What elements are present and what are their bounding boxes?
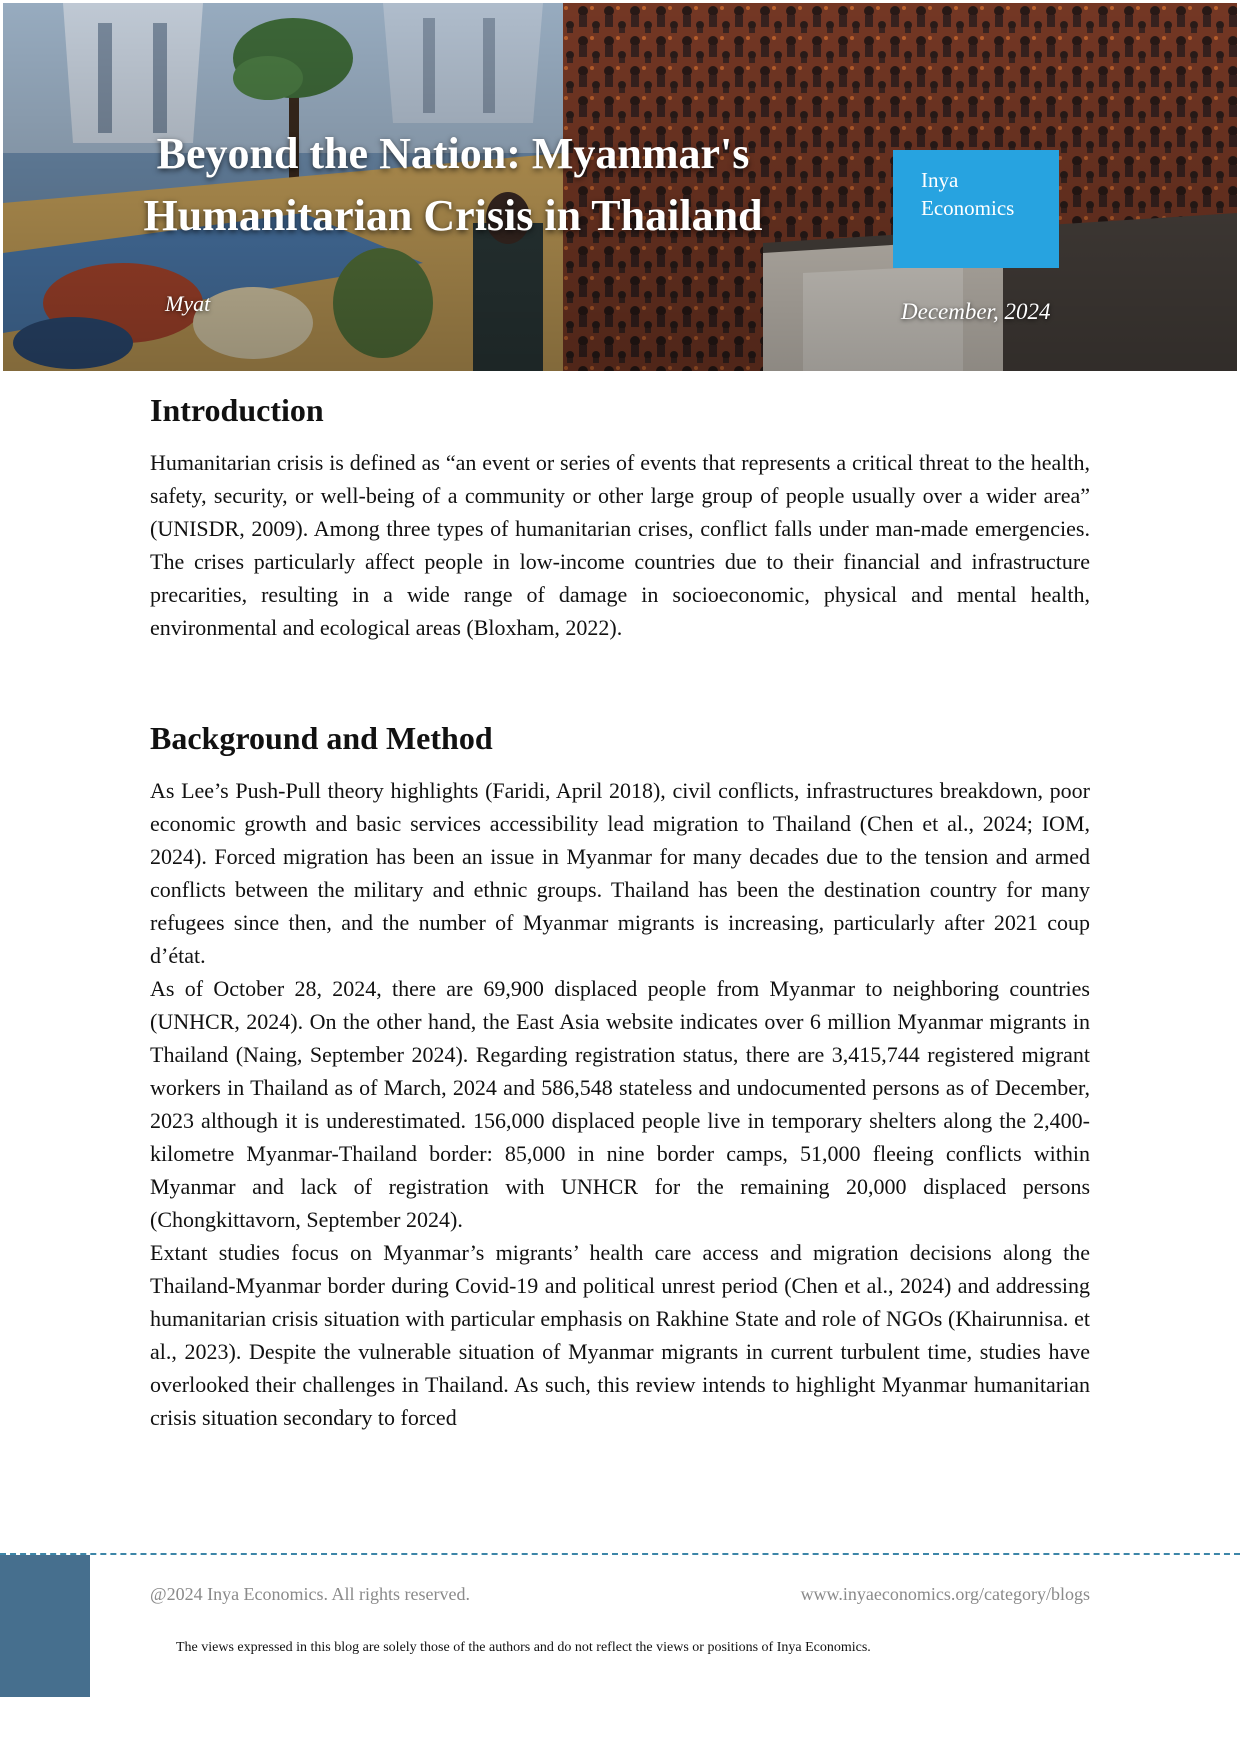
background-paragraph-2: As of October 28, 2024, there are 69,900 displaced people from Myanmar to neighboring countries (UNHCR, 2024). On the other hand, the East Asia website indicates over 6 million Myanmar migrants in Thailand (Naing, September 2024). Regarding registration status, there are 3,415,744 registered migrant workers in Thailand as of March, 2024 and 586,548 stateless and undocumented persons as of December, 2023 although it is underestimated. 156,000 displaced people live in temporary shelters along the 2,400-kilometre Myanmar-Thailand border: 85,000 in nine border camps, 51,000 fleeing conflicts within Myanmar and lack of registration with UNHCR for the remaining 20,000 displaced persons (Chongkittavorn, September 2024).	[150, 976, 1090, 1232]
disclaimer-text: The views expressed in this blog are solely those of the authors and do not reflect the views or positions of Inya Economics.	[176, 1640, 871, 1655]
brand-logo-box	[893, 150, 1059, 268]
background-paragraph-1: As Lee’s Push-Pull theory highlights (Faridi, April 2018), civil conflicts, infrastructures breakdown, poor economic growth and basic services accessibility lead migration to Thailand (Chen et al., 2024; IOM, 2024). Forced migration has been an issue in Myanmar for many decades due to the tension and armed conflicts between the military and ethnic groups. Thailand has been the destination country for many refugees since then, and the number of Myanmar migrants is increasing, particularly after 2021 coup d’état.	[150, 778, 1090, 968]
article-title	[103, 123, 803, 247]
author-name: Myat	[165, 291, 211, 316]
brand-name-line-2: Economics	[921, 196, 1015, 220]
publication-date: December, 2024	[901, 299, 1051, 324]
introduction-heading: Introduction	[150, 392, 324, 428]
introduction-paragraph: Humanitarian crisis is defined as “an event or series of events that represents a critical threat to the health, safety, security, or well-being of a community or other large group of people usually over a wider area” (UNISDR, 2009). Among three types of humanitarian crises, conflict falls under man-made emergencies. The crises particularly affect people in low-income countries due to their financial and infrastructure precarities, resulting in a wide range of damage in socioeconomic, physical and mental health, environmental and ecological areas (Bloxham, 2022).	[150, 450, 1090, 640]
background-section	[150, 716, 1090, 1434]
introduction-section	[150, 388, 1090, 644]
background-heading: Background and Method	[150, 720, 493, 756]
footer-accent-block	[0, 1555, 90, 1697]
article-title-line-1: Beyond the Nation: Myanmar's	[156, 129, 750, 178]
header-banner	[3, 3, 1237, 371]
background-paragraph-3: Extant studies focus on Myanmar’s migrants’ health care access and migration decisions along the Thailand-Myanmar border during Covid-19 and political unrest period (Chen et al., 2024) and addressing humanitarian crisis situation with particular emphasis on Rakhine State and role of NGOs (Khairunnisa. et al., 2023). Despite the vulnerable situation of Myanmar migrants in current turbulent time, studies have overlooked their challenges in Thailand. As such, this review intends to highlight Myanmar humanitarian crisis situation secondary to forced	[150, 1240, 1090, 1430]
brand-name-line-1: Inya	[921, 168, 959, 192]
website-link[interactable]: www.inyaeconomics.org/category/blogs	[800, 1584, 1090, 1604]
copyright-text: @2024 Inya Economics. All rights reserved.	[150, 1584, 471, 1604]
article-title-line-2: Humanitarian Crisis in Thailand	[143, 191, 763, 240]
footer-divider	[0, 1553, 1240, 1555]
article-body	[150, 388, 1090, 1434]
